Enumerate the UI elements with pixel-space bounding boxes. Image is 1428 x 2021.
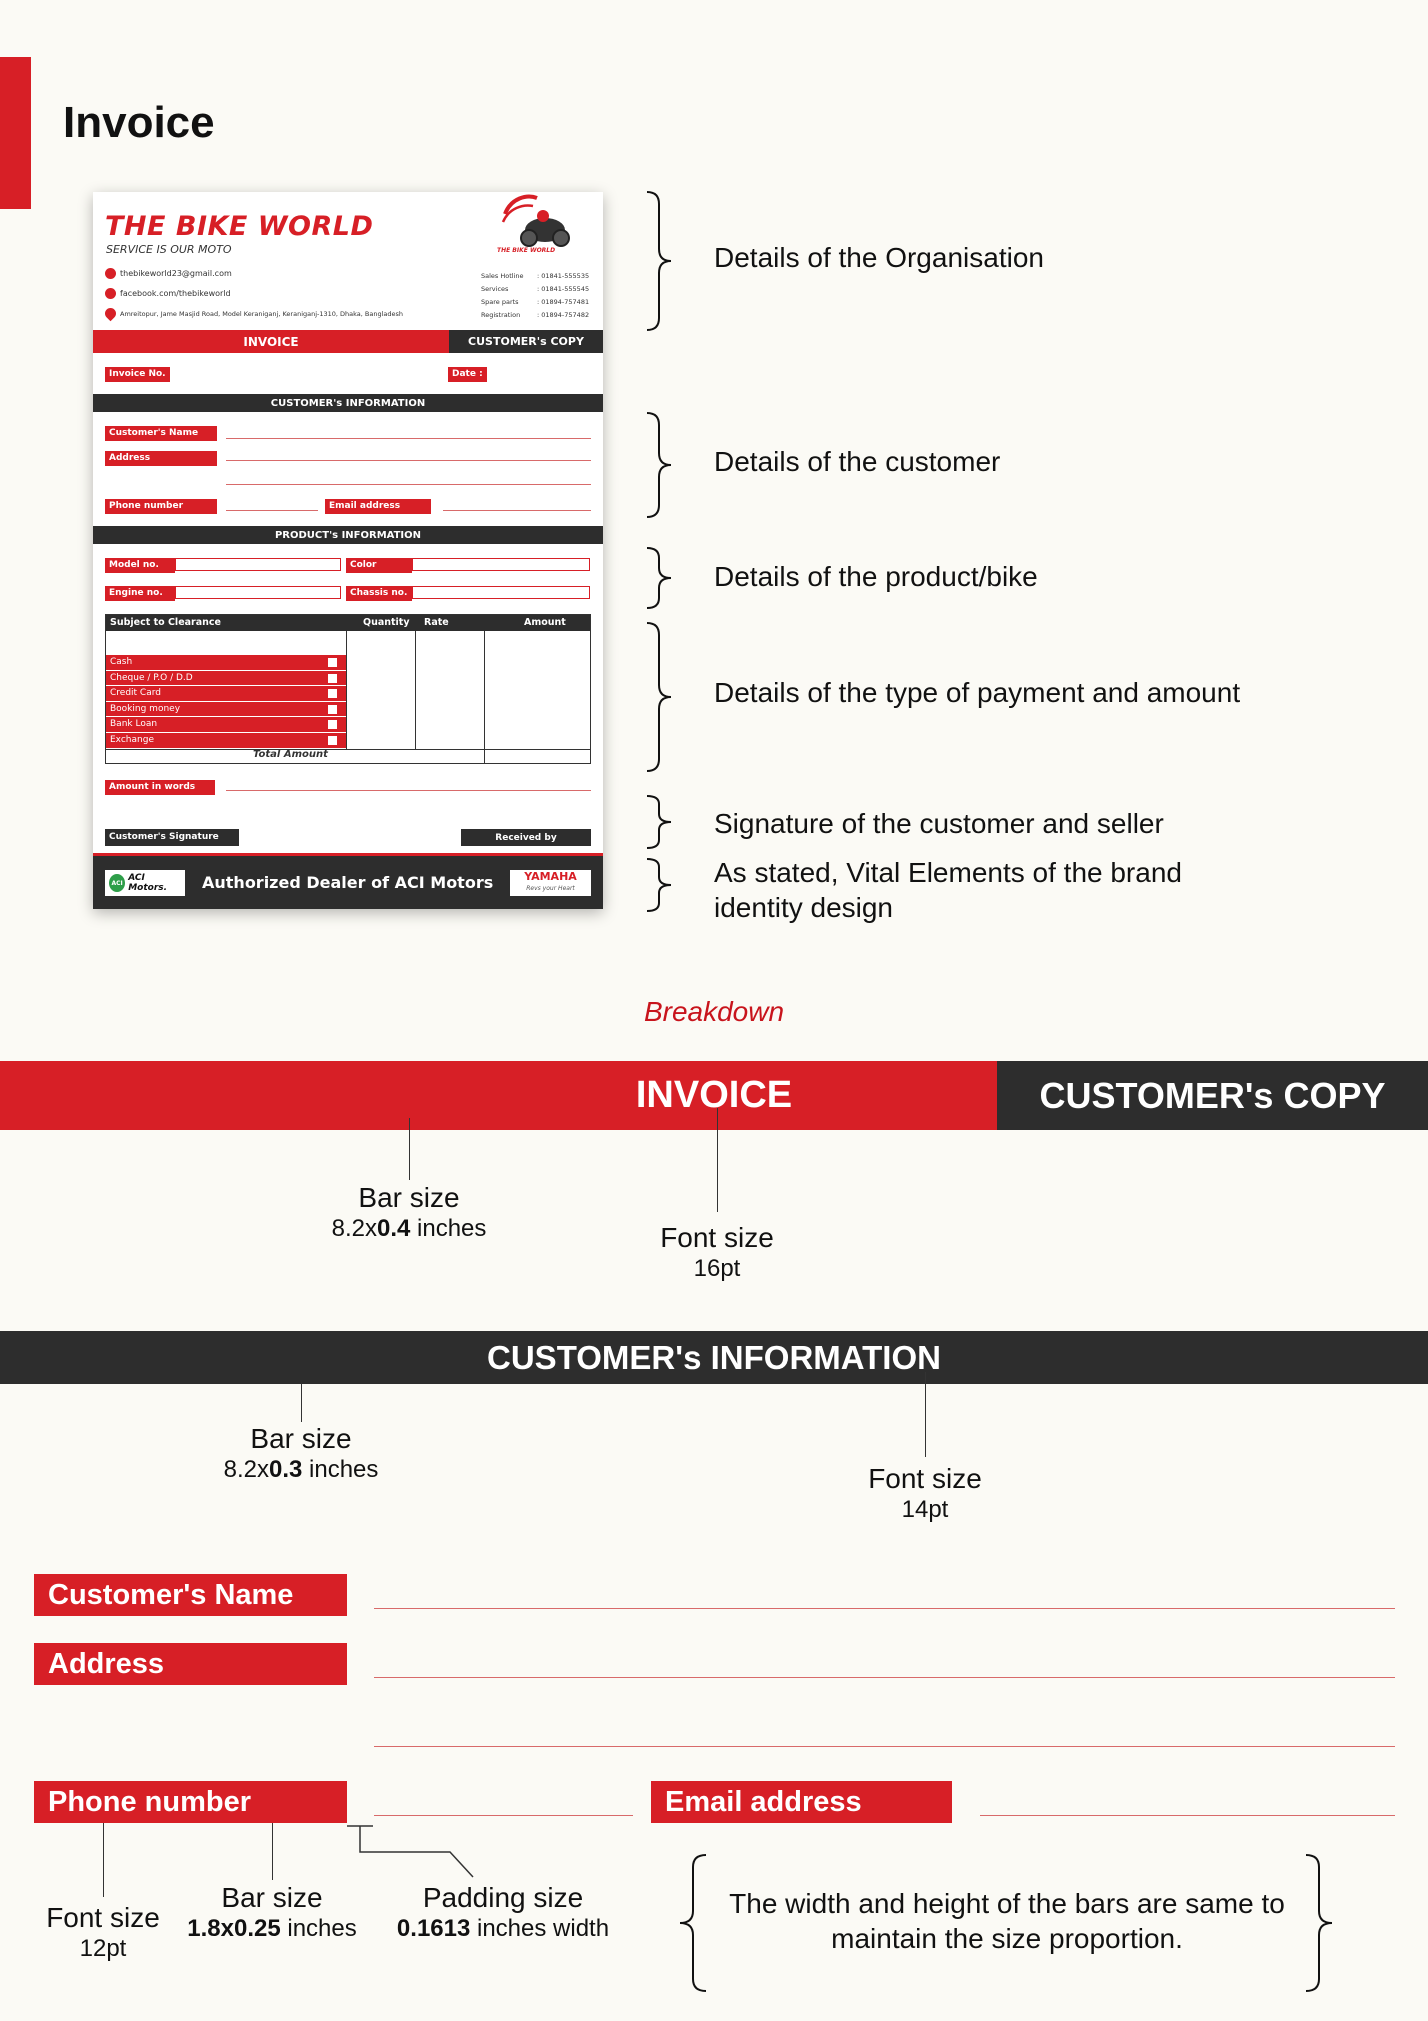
checkbox — [328, 736, 337, 745]
dealer-text: Authorized Dealer of ACI Motors — [202, 873, 494, 892]
email-contact: thebikeworld23@gmail.com — [105, 268, 232, 279]
payment-row: Cheque / P.O / D.D — [106, 671, 346, 687]
payment-row: Booking money — [106, 702, 346, 718]
payment-row: Exchange — [106, 733, 346, 749]
engine-no-label: Engine no. — [105, 586, 175, 601]
breakdown-email-bar: Email address — [651, 1781, 952, 1823]
brand-slogan: SERVICE IS OUR MOTO — [106, 243, 232, 256]
invoice-bar: INVOICE — [93, 330, 449, 353]
customer-info-bar: CUSTOMER's INFORMATION — [93, 394, 603, 412]
payment-row: Credit Card — [106, 686, 346, 702]
font-size-annotation: Font size 14pt — [868, 1463, 982, 1523]
mail-icon — [105, 268, 116, 279]
brace-icon — [645, 411, 675, 519]
brace-icon — [645, 621, 675, 773]
received-by-label: Received by — [461, 829, 591, 846]
yamaha-logo: YAMAHA Revs your Heart — [510, 870, 591, 896]
desc-organisation: Details of the Organisation — [714, 242, 1044, 273]
product-info-bar: PRODUCT's INFORMATION — [93, 526, 603, 544]
desc-product: Details of the product/bike — [714, 561, 1038, 592]
date-label: Date : — [448, 367, 487, 382]
checkbox — [328, 674, 337, 683]
breakdown-customer-name-bar: Customer's Name — [34, 1574, 347, 1616]
model-no-label: Model no. — [105, 558, 175, 573]
desc-payment: Details of the type of payment and amount — [714, 677, 1241, 708]
phone-label: Phone number — [105, 499, 217, 514]
invoice-footer — [93, 856, 603, 909]
desc-customer: Details of the customer — [714, 446, 1001, 477]
checkbox — [328, 720, 337, 729]
address-contact: Amreitopur, Jame Masjid Road, Model Keraniganj, Keraniganj-1310, Dhaka, Bangladesh — [105, 308, 403, 319]
bar-size-annotation: Bar size 8.2x0.3 inches — [223, 1423, 379, 1483]
logo-caption: THE BIKE WORLD — [497, 247, 556, 254]
checkbox — [328, 689, 337, 698]
breakdown-title: Breakdown — [643, 996, 785, 1027]
payment-row: Cash — [106, 655, 346, 671]
invoice-no-label: Invoice No. — [105, 367, 170, 382]
chassis-no-field — [412, 586, 590, 599]
brace-icon — [645, 857, 675, 913]
engine-no-field — [175, 586, 341, 599]
bar-size-annotation: Bar size 1.8x0.25 inches — [187, 1882, 357, 1942]
desc-signature: Signature of the customer and seller — [714, 808, 1164, 839]
email-label: Email address — [325, 499, 431, 514]
table-header: Subject to Clearance Quantity Rate Amount — [106, 615, 590, 631]
payment-row: Bank Loan — [106, 717, 346, 733]
padding-pointer-icon — [345, 1825, 480, 1880]
checkbox — [328, 658, 337, 667]
aci-logo: ACI ACI Motors. — [105, 870, 185, 896]
brand-name: THE BIKE WORLD — [105, 211, 374, 242]
checkbox — [328, 705, 337, 714]
customer-name-label: Customer's Name — [105, 426, 217, 441]
chassis-no-label: Chassis no. — [346, 586, 412, 601]
payment-options — [106, 655, 346, 748]
total-amount-label: Total Amount — [253, 749, 328, 760]
customer-signature-label: Customer's Signature — [105, 829, 239, 846]
breakdown-address-bar: Address — [34, 1643, 347, 1685]
font-size-annotation: Font size 12pt — [46, 1902, 160, 1962]
payment-table — [105, 614, 591, 764]
breakdown-customer-info-bar: CUSTOMER's INFORMATION — [0, 1331, 1428, 1384]
desc-brand-identity: As stated, Vital Elements of the brand identity design — [714, 857, 1182, 923]
model-no-field — [175, 558, 341, 571]
color-field — [412, 558, 590, 571]
contact-numbers: Sales Hotline : 01841-555535 Services : 01841-555545 Spare parts : 01894-757481 Registration : 01894-757482 — [481, 272, 590, 319]
invoice-preview — [93, 192, 603, 909]
accent-bar — [0, 57, 31, 209]
font-size-annotation: Font size 16pt — [660, 1222, 774, 1282]
breakdown-copy-bar: CUSTOMER's COPY — [997, 1061, 1428, 1130]
breakdown-phone-bar: Phone number — [34, 1781, 347, 1823]
brace-icon — [645, 546, 675, 610]
padding-size-annotation: Padding size 0.1613 inches width — [396, 1882, 610, 1942]
aci-badge-icon: ACI — [109, 874, 125, 892]
address-label: Address — [105, 451, 217, 466]
brace-icon — [645, 794, 675, 850]
location-pin-icon — [103, 306, 119, 322]
brace-icon — [1302, 1853, 1336, 1993]
facebook-icon — [105, 288, 116, 299]
amount-in-words-label: Amount in words — [105, 780, 215, 795]
bar-size-annotation: Bar size 8.2x0.4 inches — [331, 1182, 487, 1242]
proportion-note: The width and height of the bars are same to maintain the size proportion. — [729, 1888, 1285, 1954]
color-label: Color — [346, 558, 412, 573]
page-title: Invoice — [63, 98, 215, 147]
facebook-contact: facebook.com/thebikeworld — [105, 288, 231, 299]
brace-icon — [645, 190, 675, 332]
customer-copy-bar: CUSTOMER's COPY — [449, 330, 603, 353]
breakdown-invoice-text: INVOICE — [635, 1074, 793, 1116]
